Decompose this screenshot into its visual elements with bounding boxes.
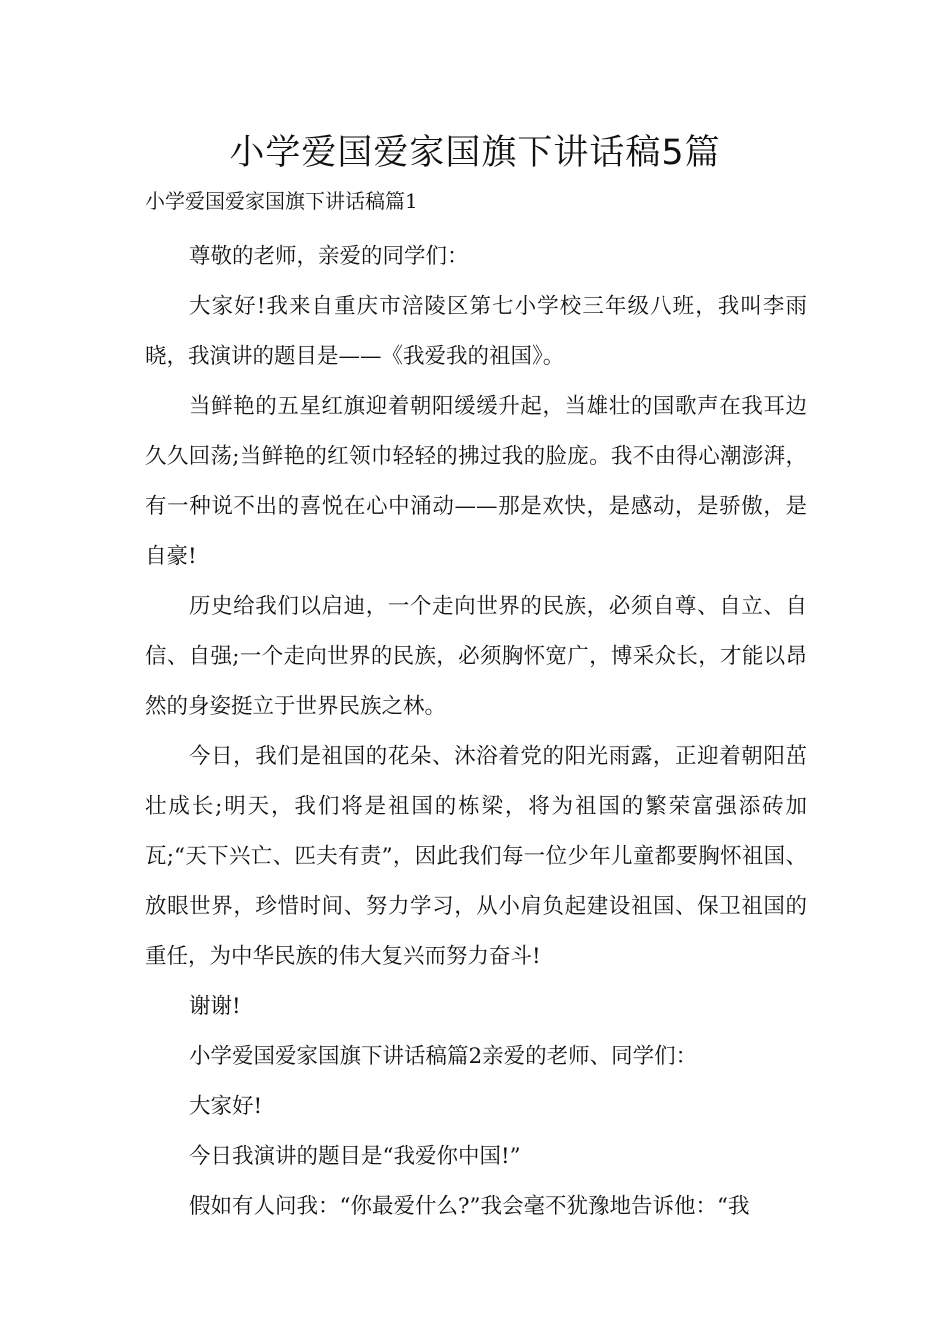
paragraph: 大家好! bbox=[189, 1094, 263, 1119]
paragraph: 尊敬的老师，亲爱的同学们： bbox=[189, 244, 469, 269]
document-body bbox=[145, 232, 807, 1232]
section-heading: 小学爱国爱家国旗下讲话稿篇1 bbox=[145, 189, 418, 213]
paragraph: 今日，我们是祖国的花朵、沐浴着党的阳光雨露，正迎着朝阳茁壮成长;明天，我们将是祖国的栋梁，将为祖国的繁荣富强添砖加瓦;“天下兴亡、匹夫有责”，因此我们每一位少年儿童都要胸怀祖国、放眼世界，珍惜时间、努力学习，从小肩负起建设祖国、保卫祖国的重任，为中华民族的伟大复兴而努力奋斗! bbox=[145, 744, 807, 969]
paragraph: 今日我演讲的题目是“我爱你中国!” bbox=[189, 1144, 521, 1169]
paragraph: 谢谢! bbox=[189, 994, 241, 1019]
paragraph: 当鲜艳的五星红旗迎着朝阳缓缓升起，当雄壮的国歌声在我耳边久久回荡;当鲜艳的红领巾轻轻的拂过我的脸庞。我不由得心潮澎湃，有一种说不出的喜悦在心中涌动——那是欢快，是感动，是骄傲，是自豪! bbox=[145, 394, 807, 569]
paragraph: 假如有人问我：“你最爱什么?”我会毫不犹豫地告诉他：“我 bbox=[189, 1194, 750, 1219]
document-title: 小学爱国爱家国旗下讲话稿5篇 bbox=[229, 133, 721, 173]
paragraph: 小学爱国爱家国旗下讲话稿篇2亲爱的老师、同学们： bbox=[189, 1044, 698, 1069]
paragraph: 历史给我们以启迪，一个走向世界的民族，必须自尊、自立、自信、自强;一个走向世界的民族，必须胸怀宽广，博采众长，才能以昂然的身姿挺立于世界民族之林。 bbox=[145, 594, 807, 719]
paragraph: 大家好!我来自重庆市涪陵区第七小学校三年级八班，我叫李雨晓，我演讲的题目是——《我爱我的祖国》。 bbox=[145, 294, 807, 369]
